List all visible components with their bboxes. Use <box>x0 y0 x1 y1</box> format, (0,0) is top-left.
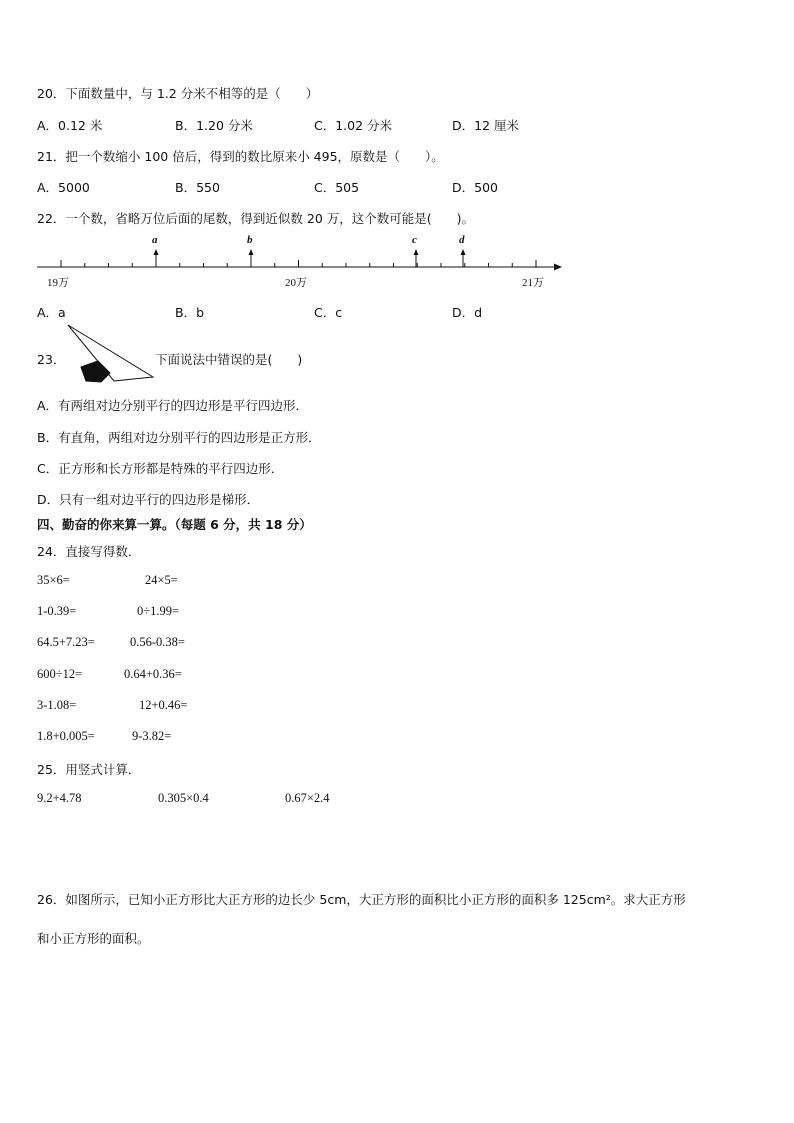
q25-text: 25．用竖式计算． <box>37 762 141 777</box>
q20-option-b[interactable]: B．1.20 分米 <box>175 118 253 133</box>
numberline-marker-b-arrow <box>249 249 254 267</box>
q22-number-line <box>0 232 794 292</box>
q21-option-b[interactable]: B．550 <box>175 180 220 195</box>
numberline-marker-a-label: a <box>152 234 158 246</box>
q26-line-1: 26．如图所示，已知小正方形比大正方形的边长少 5cm，大正方形的面积比小正方形的面积多 125cm²。求大正方形 <box>37 892 686 907</box>
section-4-heading: 四、勤奋的你来算一算。（每题 6 分，共 18 分） <box>37 517 312 532</box>
q23-shape-figure <box>66 323 166 385</box>
q24-expr: 0÷1.99= <box>137 604 180 618</box>
q24-expr: 600÷12= <box>37 667 83 681</box>
q20-option-d[interactable]: D．12 厘米 <box>452 118 520 133</box>
numberline-marker-d-label: d <box>459 234 465 246</box>
q24-expr: 0.56-0.38= <box>130 635 185 649</box>
q26-line-2: 和小正方形的面积。 <box>37 931 150 946</box>
q22-option-c[interactable]: C．c <box>314 305 343 320</box>
numberline-label-19wan: 19万 <box>47 277 69 289</box>
q22-option-a[interactable]: A．a <box>37 305 66 320</box>
q25-item: 9.2+4.78 <box>37 791 82 805</box>
q23-text: 下面说法中错误的是( ) <box>155 352 303 367</box>
q24-expr: 35×6= <box>37 573 70 587</box>
numberline-marker-b-label: b <box>247 234 253 246</box>
q23-option-a[interactable]: A．有两组对边分别平行的四边形是平行四边形． <box>37 398 309 413</box>
numberline-label-20wan: 20万 <box>285 277 307 289</box>
q23-option-b[interactable]: B．有直角，两组对边分别平行的四边形是正方形． <box>37 430 321 445</box>
q22-option-d[interactable]: D．d <box>452 305 483 320</box>
q20-option-a[interactable]: A．0.12 米 <box>37 118 103 133</box>
numberline-marker-a-arrow <box>154 249 159 267</box>
q20-text: 20．下面数量中，与 1.2 分米不相等的是（ ） <box>37 86 319 101</box>
numberline-label-21wan: 21万 <box>522 277 544 289</box>
q24-expr: 12+0.46= <box>139 698 188 712</box>
numberline-marker-c-label: c <box>412 234 417 246</box>
q24-expr: 9-3.82= <box>132 729 172 743</box>
q25-item: 0.67×2.4 <box>285 791 330 805</box>
q23-number: 23． <box>37 352 66 367</box>
q24-expr: 0.64+0.36= <box>124 667 182 681</box>
q20-option-c[interactable]: C．1.02 分米 <box>314 118 393 133</box>
q22-text: 22．一个数，省略万位后面的尾数，得到近似数 20 万，这个数可能是( )。 <box>37 211 475 226</box>
q24-expr: 1.8+0.005= <box>37 729 95 743</box>
q24-expr: 24×5= <box>145 573 178 587</box>
q21-option-c[interactable]: C．505 <box>314 180 360 195</box>
q22-option-b[interactable]: B．b <box>175 305 205 320</box>
q24-expr: 1-0.39= <box>37 604 77 618</box>
q23-option-d[interactable]: D．只有一组对边平行的四边形是梯形． <box>37 492 260 507</box>
q24-text: 24．直接写得数． <box>37 544 141 559</box>
q21-option-d[interactable]: D．500 <box>452 180 498 195</box>
q23-option-c[interactable]: C．正方形和长方形都是特殊的平行四边形． <box>37 461 284 476</box>
q21-text: 21．把一个数缩小 100 倍后，得到的数比原来小 495，原数是（ ）。 <box>37 149 444 164</box>
q24-expr: 64.5+7.23= <box>37 635 95 649</box>
q25-item: 0.305×0.4 <box>158 791 209 805</box>
q21-option-a[interactable]: A．5000 <box>37 180 90 195</box>
q24-expr: 3-1.08= <box>37 698 77 712</box>
